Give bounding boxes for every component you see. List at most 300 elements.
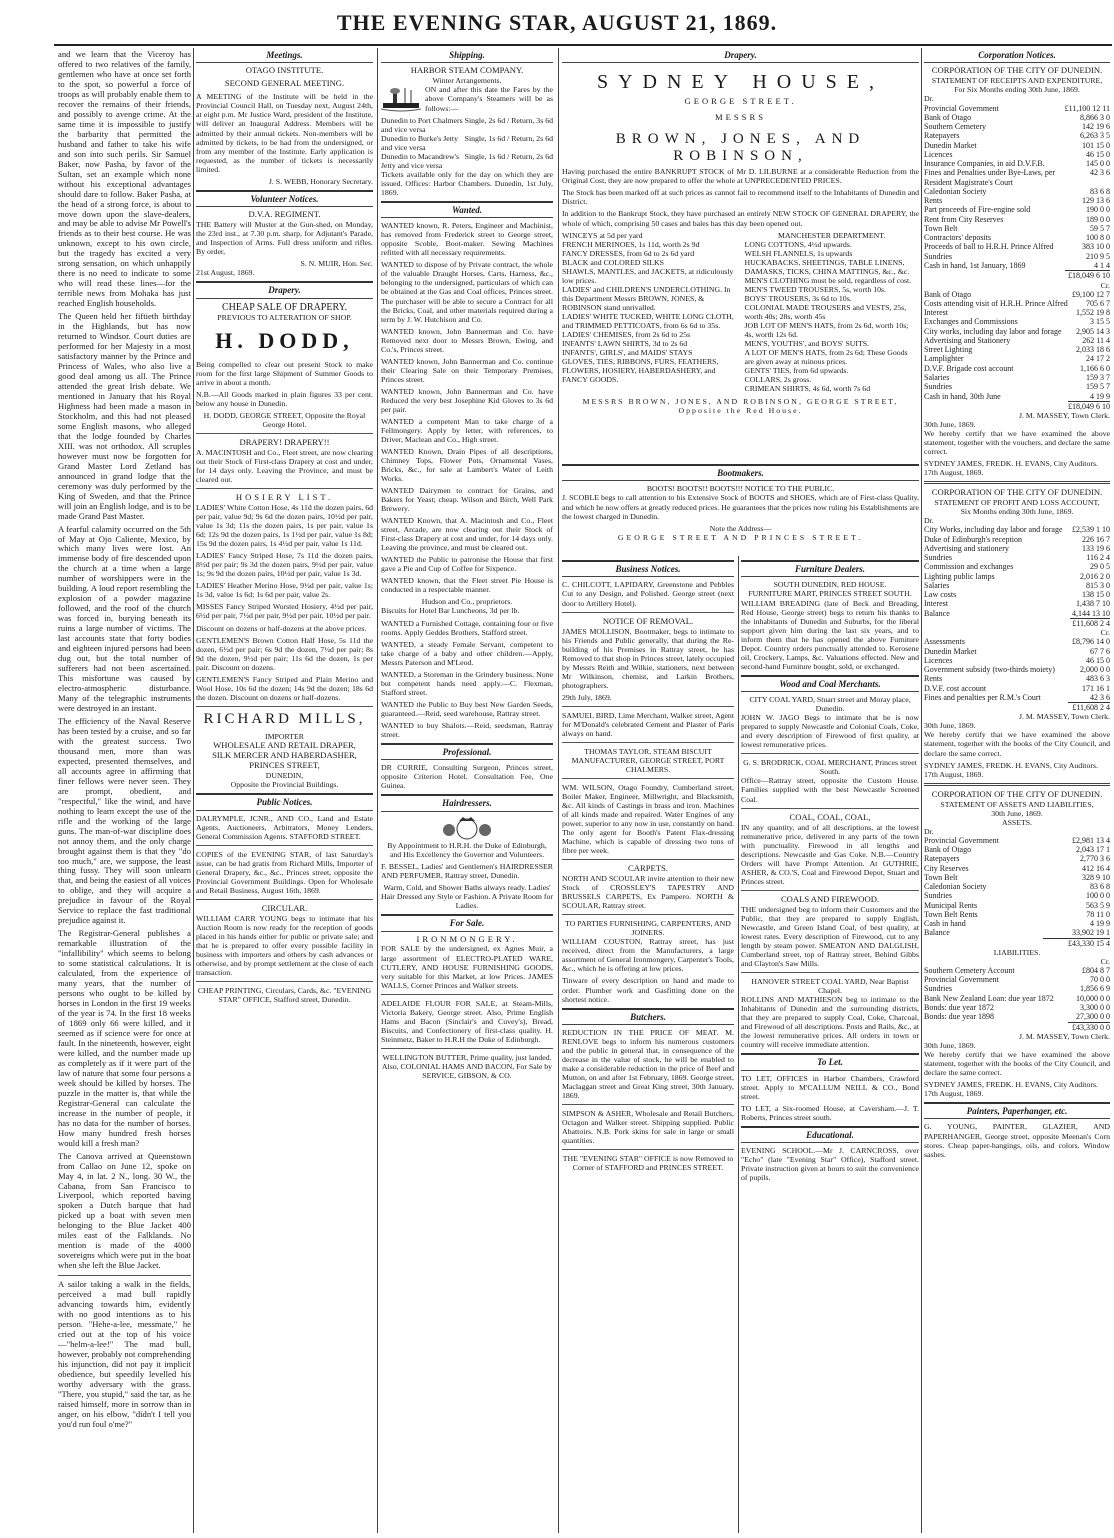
ad-date: 29th July, 1869. <box>562 692 612 702</box>
ledger-amount: 412 16 4 <box>1082 863 1110 873</box>
table-row <box>924 290 1110 299</box>
ledger-amount: 24 17 2 <box>1086 354 1110 364</box>
clerk-signature: J. M. MASSEY, Town Clerk. <box>1018 411 1110 421</box>
table-row <box>924 104 1110 113</box>
section-heading: Furniture Dealers. <box>741 560 919 577</box>
ad-body: Tinware of every description on hand and made to order. Plumber work and Gasfitting done on the shortest notice. <box>562 976 734 1004</box>
section-heading: Professional. <box>381 743 553 760</box>
table-row <box>924 382 1110 391</box>
ledger-label: Salaries <box>924 372 950 382</box>
drapery-block <box>562 50 919 460</box>
steamship-icon <box>381 85 421 113</box>
column-rule <box>558 48 559 1533</box>
ledger-amount: 210 9 5 <box>1086 251 1110 261</box>
notice-period: Six Months ending 30th June, 1869. <box>960 507 1074 517</box>
ledger-label: Balance <box>924 608 950 618</box>
fares-table <box>381 116 553 170</box>
price-item: SHAWLS, MANTLES, and JACKETS, at ridiculously low prices. <box>562 266 734 285</box>
total-row <box>924 401 1110 411</box>
ledger-amount: 70 0 0 <box>1090 975 1110 985</box>
ad-body: JAMES MOLLISON, Bootmaker, begs to intimate to his Friends and Public generally, that during the Re-building of his Premises in Rattray street, he has Removed to that shop in Princes street, lately occupied by Messrs Reith and Wilkie, stationers, next between Mr Wilkinson, chemist, and Larkin Brothers, photographers. <box>562 626 734 690</box>
ad-signature: MESSRS BROWN, JONES, AND ROBINSON, GEORGE STREET, Opposite the Red House. <box>582 397 899 416</box>
ledger-amount: 4 19 9 <box>1090 919 1110 929</box>
profit-loss-debit-table <box>924 525 1110 628</box>
divider <box>562 859 734 860</box>
ledger-label: Advertising and stationery <box>924 543 1009 553</box>
ledger-label: D.V.F. cost account <box>924 683 987 693</box>
section-heading: Painters, Paperhanger, etc. <box>924 1102 1110 1119</box>
ledger-amount: 2,033 18 6 <box>1076 345 1110 355</box>
notice-period: 30th June, 1869. <box>991 808 1043 818</box>
ad-body: THOMAS TAYLOR, STEAM BISCUIT MANUFACTURER, GEORGE STREET, PORT CHALMERS. <box>571 746 725 774</box>
audit-certificate: We hereby certify that we have examined the above statement, together with the vouchers, and declare the same correct. <box>924 429 1110 457</box>
section-heading: Shipping. <box>381 50 553 63</box>
ledger-label: Part proceeds of Fire-engine sold <box>924 205 1031 215</box>
ledger-label: Proceeds of ball to H.R.H. Prince Alfred <box>924 242 1054 252</box>
table-row <box>924 261 1110 271</box>
ledger-label: Exchanges and Commissions <box>924 317 1018 327</box>
ledger-label: Bank of Otago <box>924 289 972 299</box>
table-row <box>381 134 553 152</box>
divider <box>196 981 373 982</box>
ledger-amount: 27,300 0 0 <box>1076 1012 1110 1022</box>
ledger-label: Town Belt Rents <box>924 909 978 919</box>
section-heading: Bootmakers. <box>562 464 919 481</box>
table-row <box>924 196 1110 205</box>
ad-body: WILLIAM BREADING (late of Beck and Breading, Red House, George street) begs to return his thanks to the inhabitants of Dunedin and Suburbs, for the liberal support given him during the last six years, and to inform them that he has opened the above Furniture Depot. Country orders punctually attended to. Kerosene oil, Crockery, Lamps, &c. Valuations effected. New and second-hand Furniture bought, sold, or exchanged. <box>741 598 919 671</box>
ledger-label: Cash in hand, 1st January, 1869 <box>924 261 1026 271</box>
divider <box>741 753 919 754</box>
divider <box>381 1048 553 1049</box>
table-row <box>924 159 1110 168</box>
ledger-label: Assessments <box>924 637 965 647</box>
ad-title: COAL, COAL, COAL, <box>789 811 871 822</box>
notice-subtitle: STATEMENT OF RECEIPTS AND EXPENDITURE, <box>931 76 1103 86</box>
price-item: GENTLEMEN'S Brown Cotton Half Hose, 5s 11d the dozen, 6½d per pair; 6s 9d the dozen, 7½d per pair; 8s 9d the dozen, 9½d per pair; 11s 6d the dozen, 1s per pair. Discount on dozens. <box>196 635 373 672</box>
price-item: GENTS' TIES, from 6d upwards. <box>744 366 849 375</box>
ledger-label: Sundries <box>924 251 952 261</box>
ledger-side: Dr. <box>924 94 934 104</box>
fare-price: Single, 2s 6d / Return, 3s 6d <box>464 115 553 125</box>
table-row <box>924 113 1110 122</box>
statement-date: 30th June, 1869. <box>924 1040 976 1050</box>
ledger-amount: £8,796 14 0 <box>1072 637 1110 647</box>
ledger-label: Government subsidy (two-thirds moiety) <box>924 665 1055 675</box>
price-list-left <box>562 231 737 394</box>
ad-signature: J. S. WEBB, Honorary Secretary. <box>268 176 373 186</box>
ad-line: IMPORTER <box>265 732 304 742</box>
ledger-amount: 705 6 7 <box>1086 298 1110 308</box>
notice-title: CORPORATION OF THE CITY OF DUNEDIN. <box>931 487 1103 498</box>
ad-line: Opposite the Provincial Buildings. <box>230 780 339 790</box>
ad-title: TO PARTIES FURNISHING, CARPENTERS, AND JOINERS. <box>565 919 731 938</box>
ledger-amount: 133 19 6 <box>1082 543 1110 553</box>
fare-route: Dunedin to Port Chalmers and vice versa <box>381 115 463 134</box>
store-name: SYDNEY HOUSE, <box>596 71 885 94</box>
wanted-ad: WANTED a competent Man to take charge of a Fellmongery. Apply by letter, with references, to Driver, Maclean and Co., High street. <box>381 416 553 444</box>
ledger-amount: 383 10 0 <box>1082 242 1110 252</box>
ledger-label: Lamplighter <box>924 354 964 364</box>
section-heading: Wood and Coal Merchants. <box>741 675 919 692</box>
price-lists <box>562 231 919 394</box>
divider <box>741 808 919 809</box>
section-heading: Drapery. <box>562 50 919 63</box>
ledger-label: Sundries <box>924 553 952 563</box>
ledger-label: Fines and penalties per R.M.'s Court <box>924 692 1041 702</box>
newspaper-title: THE EVENING STAR, AUGUST 21, 1869. <box>336 10 778 35</box>
fare-route: Dunedin to Macandrew's Jetty and vice versa <box>381 151 460 170</box>
ad-title: OTAGO INSTITUTE. <box>245 65 324 76</box>
ad-line: SILK MERCER AND HABERDASHER, <box>212 750 357 761</box>
ledger-amount: 159 5 7 <box>1086 382 1110 392</box>
ledger-amount: 2,043 17 1 <box>1076 844 1110 854</box>
table-row <box>924 1012 1110 1022</box>
ad-subtitle: FURNITURE MART, PRINCES STREET SOUTH. <box>748 589 912 599</box>
section-heading: Butchers. <box>562 1008 734 1025</box>
ledger-label: Street Lighting <box>924 345 973 355</box>
ledger-label: Bonds: due year 1898 <box>924 1012 994 1022</box>
table-row <box>924 535 1110 544</box>
table-row <box>924 994 1110 1003</box>
ad-signature: Hudson and Co., proprietors. <box>421 597 513 607</box>
ad-body: REDUCTION IN THE PRICE OF MEAT. M. RENLOVE begs to inform his numerous customers and the public in general that, in consequence of the decrease in the value of stock, he will be enabled to make a considerable reduction in the price of Beef and Mutton, on and after 1st February, 1869. George street, Maclaggan street and Great King street, 30th January, 1869. <box>562 1028 734 1101</box>
wanted-ad: WANTED the Public to patronise the House that first gave a Pie and Cup of Coffee for Sixpence. <box>381 555 553 574</box>
ad-title: DRAPERY! DRAPERY!! <box>239 437 330 448</box>
ledger-amount: 159 3 7 <box>1086 372 1110 382</box>
ad-body: EVENING SCHOOL.—Mr J. CARNCROSS, over "Echo" (late "Evening Star" Office), Stafford street. Private instruction given at hours to suit the convenience of pupils. <box>741 1146 919 1183</box>
table-row <box>924 1003 1110 1012</box>
ledger-label: Caledonian Society <box>924 882 987 892</box>
ledger-label: Sundries <box>924 382 952 392</box>
royal-crest-icon <box>437 815 497 841</box>
wanted-ad: Biscuits for Hotel Bar Luncheons, 3d per lb. <box>381 606 520 616</box>
section-heading: Business Notices. <box>562 560 734 577</box>
ledger-amount: £804 8 7 <box>1082 965 1110 975</box>
table-row <box>924 336 1110 345</box>
ad-body: CHEAP PRINTING, Circulars, Cards, &c. "EVENING STAR" OFFICE, Stafford street, Dunedin. <box>197 986 372 1005</box>
ledger-amount: 2,770 3 6 <box>1080 854 1110 864</box>
ledger-label: Balance <box>924 928 950 938</box>
ledger-amount: 189 0 0 <box>1086 214 1110 224</box>
auditor-signature: SYDNEY JAMES, FREDK. H. EVANS, City Auditors. <box>924 459 1098 469</box>
wanted-ad: WANTED known, R. Peters, Engineer and Machinist, has removed from Frederick street to George street, opposite Scoble, Boot-maker. Sewing Machines refitted with all necessary requirements. <box>381 221 553 258</box>
section-heading: Corporation Notices. <box>924 50 1110 63</box>
price-item: MEN'S, YOUTHS', and BOYS' SUITS. <box>744 338 870 348</box>
ledger-amount: 10,000 0 0 <box>1076 993 1110 1003</box>
ledger-label: Town Belt <box>924 223 958 233</box>
price-item: BOYS' TROUSERS, 3s 6d to 10s. <box>744 293 852 303</box>
total-row <box>924 1022 1110 1032</box>
expenditure-table <box>924 290 1110 411</box>
price-item: WINCEYS at 5d per yard <box>562 230 643 240</box>
ledger-label: Advertising and Stationery <box>924 335 1011 345</box>
table-row <box>924 525 1110 534</box>
table-row <box>924 131 1110 140</box>
section-heading: For Sale. <box>381 914 553 931</box>
ad-title: IRONMONGERY. <box>416 933 518 944</box>
masthead <box>0 0 1114 46</box>
clerk-signature: J. M. MASSEY, Town Clerk. <box>1018 1031 1110 1041</box>
firm-name: BROWN, JONES, AND ROBINSON, <box>615 130 866 164</box>
table-row <box>924 252 1110 261</box>
ad-body: Office—Rattray street, opposite the Custom House. Families supplied with the best Newcastle Screened Coal. <box>741 776 919 804</box>
ad-body: DR CURRIE, Consulting Surgeon, Princes street, opposite Criterion Hotel. Consultation Fee, One Guinea. <box>381 763 553 791</box>
wanted-ad: WANTED to buy Shalots.—Reid, seedsman, Rattray street. <box>381 720 553 739</box>
corporation-column <box>924 50 1110 1530</box>
table-row <box>381 116 553 134</box>
table-row <box>924 141 1110 150</box>
table-row <box>924 392 1110 402</box>
ad-body: Tickets available only for the day on which they are issued. Offices: Harbor Chambers. Dunedin, 1st July, 1869. <box>381 169 553 197</box>
ad-body: JOHN W. JAGO Begs to intimate that he is now prepared to supply Newcastle and Colonial Coals, Coke, and every description of Firewood of first quality, at lowest remunerative prices. <box>741 713 919 750</box>
ad-name: RICHARD MILLS, <box>203 710 366 727</box>
ledger-label: Interest <box>924 308 948 318</box>
table-row <box>381 152 553 170</box>
ad-body: The Stock has been marked off at such prices as cannot fail to recommend itself to the Inhabitants of Dunedin and District. <box>562 188 919 207</box>
fare-price: Single, 1s 6d / Return, 2s 6d <box>464 133 553 143</box>
ad-body: WILLIAM CARR YOUNG begs to intimate that his Auction Room is now ready for the reception of goods placed in his hands either for public or private sale; and that he is prepared to offer every possible facility in business with importers and others by cash advances or otherwise, and by prompt settlement at the close of each transaction. <box>196 913 373 977</box>
table-row <box>924 656 1110 665</box>
divider <box>562 742 734 743</box>
audit-date: 17th August, 1869. <box>924 769 984 779</box>
section-heading: To Let. <box>741 1053 919 1070</box>
table-row <box>924 168 1110 187</box>
ledger-label: Bank New Zealand Loan: due year 1872 <box>924 993 1054 1003</box>
price-item: BLACK and COLORED SILKS <box>562 257 665 267</box>
audit-date: 17th August, 1869. <box>924 1089 984 1098</box>
divider <box>196 433 373 434</box>
table-row <box>924 873 1110 882</box>
table-row <box>924 919 1110 928</box>
ledger-amount: 83 6 8 <box>1090 882 1110 892</box>
ledger-amount: 42 3 6 <box>1090 692 1110 702</box>
table-row <box>924 224 1110 233</box>
store-street: GEORGE STREET. <box>684 95 797 106</box>
table-row <box>924 345 1110 354</box>
table-row <box>924 215 1110 224</box>
ad-title: HANOVER STREET COAL YARD, Near Baptist Chapel. <box>751 976 909 995</box>
auditor-signature: SYDNEY JAMES, FREDK. H. EVANS, City Auditors. <box>924 760 1098 770</box>
audit-certificate: We hereby certify that we have examined the above statement, together with the books of the City Council, and declare the same correct. <box>924 1049 1110 1077</box>
table-row <box>924 854 1110 863</box>
table-row <box>924 684 1110 693</box>
table-row <box>924 599 1110 608</box>
statement-date: 30th June, 1869. <box>924 420 976 430</box>
ledger-amount: £2,539 1 10 <box>1072 525 1110 535</box>
profit-loss-credit-table <box>924 637 1110 712</box>
ad-body: WELLINGTON BUTTER, Prime quality, just landed. Also, COLONIAL HAMS AND BACON, For Sale by SERVICE, GIBSON, & CO. <box>381 1052 553 1080</box>
table-row <box>924 637 1110 646</box>
ledger-label: Licences <box>924 655 953 665</box>
ad-line: DUNEDIN, <box>265 771 304 781</box>
ledger-label: Cash in hand, 30th June <box>924 391 1001 401</box>
ad-body: F. BESSEL, Ladies' and Gentlemen's HAIRDRESSER AND PERFUMER, Rattray street, Dunedin. <box>381 861 553 880</box>
divider <box>562 778 734 779</box>
ledger-amount: 815 3 0 <box>1086 580 1110 590</box>
wanted-ad: WANTED, a steady Female Servant, competent to take charge of a baby and other children.—Apply, Messrs Paterson and M'Leod. <box>381 639 553 667</box>
divider <box>562 706 734 707</box>
column-rule <box>377 48 378 1533</box>
price-item: Discount on dozens or half-dozens at the above prices. <box>196 623 367 633</box>
boots-block <box>562 460 919 550</box>
ad-body: Being compelled to clear out present Stock to make room for the first large Shipment of Summer Goods to arrive in about a month. <box>196 359 373 387</box>
notice-title: CORPORATION OF THE CITY OF DUNEDIN. <box>931 788 1103 799</box>
ad-title: CHEAP SALE OF DRAPERY. <box>221 301 348 313</box>
ledger-label: Dunedin Market <box>924 646 977 656</box>
wanted-ad: WANTED known, John Bannerman and Co. have Reduced the very best Josephine Kid Gloves to 3s 6d per pair. <box>381 386 553 414</box>
ledger-total: £43,330 15 4 <box>1043 938 1110 948</box>
ledger-amount: 1,438 7 10 <box>1076 599 1110 609</box>
ad-date: 21st August, 1869. <box>196 268 255 278</box>
table-row <box>924 665 1110 674</box>
table-row <box>924 187 1110 196</box>
table-row <box>924 562 1110 571</box>
ledger-label: Provincial Government <box>924 975 999 985</box>
ledger-label: City Reserves <box>924 863 969 873</box>
auditor-signature: SYDNEY JAMES, FREDK. H. EVANS, City Auditors. <box>924 1079 1098 1089</box>
price-item: COLONIAL MADE TROUSERS and VESTS, 25s, worth 40s; 28s, worth 45s <box>744 302 907 321</box>
ads-column <box>381 50 553 1530</box>
divider <box>562 612 734 613</box>
article-paragraph: The Canova arrived at Queenstown from Callao on June 12, spoke on May 4, in lat. 2 N., long. 30 W., the Cabana, from San Francisco to Liverpool, which reported having spoken a Dutch barque that had picked up a boat with seven men belonging to the Blue Jacket 400 miles east of the Falklands. No mention is made of the 4000 sovereigns which were put in the boat when she left the Blue Jacket. <box>58 1150 191 1271</box>
ad-title: CITY COAL YARD, Stuart street and Moray place, Dunedin. <box>749 695 911 714</box>
ledger-amount: 2,016 2 0 <box>1080 571 1110 581</box>
table-row <box>924 674 1110 683</box>
ledger-amount: 46 15 0 <box>1086 149 1110 159</box>
notice-period: For Six Months ending 30th June, 1869. <box>954 85 1080 95</box>
ledger-amount: 101 15 0 <box>1082 140 1110 150</box>
notice-subtitle: STATEMENT OF PROFIT AND LOSS ACCOUNT, <box>934 498 1100 508</box>
ad-line: MESSRS <box>715 111 766 122</box>
section-heading: Wanted. <box>381 201 553 218</box>
price-item: LADIES' Fancy Striped Hose, 7s 11d the dozen pairs, 8½d per pair; 9s 3d the dozen pairs, 9½d per pair, value 1s; 9s 9d the dozen pairs, 10½d per pair, value 1s 3d. <box>196 551 373 579</box>
ad-body: ROLLINS AND MATHIESON beg to intimate to the Inhabitants of Dunedin and the surrounding districts, that they are prepared to supply Coal, Coke, Charcoal, and Firewood of all descriptions. Posts and Rails, &c., at the lowest remunerative prices. All orders in town or country will receive immediate attention. <box>741 994 919 1050</box>
ad-body: A. MACINTOSH and Co., Fleet street, are now clearing out their Stock of First-class Drapery at cost and under, for 14 days only. Leaving the Province, and must be cleared out. <box>196 448 373 485</box>
ledger-total: £18,049 6 10 <box>1068 401 1110 411</box>
ledger-label: Ratepayers <box>924 131 960 141</box>
ledger-total: £43,330 0 0 <box>1068 1022 1110 1032</box>
section-heading: Educational. <box>741 1126 919 1143</box>
price-item: INFANTS', GIRLS', and MAIDS' STAYS <box>562 347 693 357</box>
ledger-label: D.V.F. Brigade cost account <box>924 363 1014 373</box>
wanted-ad: WANTED known, John Bannerman and Co. continue their Clearing Sale on their Temporary Premises, Princes street. <box>381 356 553 384</box>
ad-body: COPIES of the EVENING STAR, of last Saturday's issue, can be had gratis from Richard Mills, Importer of General Drapery, &c., &c., Princes street, opposite the Provincial Government Buildings. Open for Wholesale and Retail Business, August 16th, 1869. <box>196 849 373 895</box>
ad-body: SAMUEL BIRD, Lime Merchant, Walker street, Agent for M'Donald's celebrated Cement and Plaster of Paris always on hand. <box>562 710 734 738</box>
ledger-amount: 3 15 5 <box>1090 317 1110 327</box>
article-paragraph: The efficiency of the Naval Reserve has been tested by a cruise, and so far with the greatest success. Two thousand men, more than was expected, presented themselves, and all accounts agree in affirming that finer fellows were never seen. They are prompt, obedient, and "respectful," like the wind, and have nothing to learn except the use of the rifle and the working of the large guns. The man-of-war discipline does not annoy them, and the only charge brought against them is that they "do too much," are, we suppose, the least thing fussy. They will soon unlearn that, and being the easiest of all voices to oblige, and they will acquire a prejudice in favour of the Royal Service to replace the fast traditional prejudice against it. <box>58 715 191 926</box>
ledger-label: Sundries <box>924 891 952 901</box>
table-row <box>924 544 1110 553</box>
ad-subtitle: PREVIOUS TO ALTERATION OF SHOP. <box>217 313 352 323</box>
ad-body: DALRYMPLE, JCNR., AND CO., Land and Estate Agents, Auctioneers, Arbitrators, Money Lenders, General Commission Agents. STAFFORD STREET. <box>196 813 373 841</box>
ledger-label: Cash in hand <box>924 919 966 929</box>
ledger-amount: 100 0 0 <box>1086 891 1110 901</box>
wanted-ad: WANTED, a Storeman in the Grindery business. None but competent hands need apply.—C. Flexman, Stafford street. <box>381 669 553 697</box>
ad-body: IN any quantity, and of all descriptions, at the lowest remunerative price, delivered in any parts of the town with punctuality. Firewood in all lengths and descriptions. Newcastle and Gas Coke. N.B.—Country Orders will have Prompt Attention. At GUTHRIE, ASHER, & CO.'S, Coal and Firewood Depot, Stuart and Princes street. <box>741 822 919 886</box>
article-paragraph: and we learn that the Viceroy has offered to two relatives of the family, gentlemen who have at once set forth to the spot, so powerful a force of troops as will probably enable them to recover the remains of their friends, and possibly to avenge crime. At the same time it is impossible to justify the barbarity that permitted the husband and father to take his wife and son into such perils. Sir Samuel Baker, now Pasha, by favor of the Sultan, set an example which none without his exceptional advantages should dare to follow. Baker Pasha, at the head of a strong force, is about to move down upon the slave-dealers, and may be able to advise Mr Powell's friends as to their best course. He was unknown, except to his own circle, but the tragedy has excited a very strong sensation, on which unhappily there is no need to indicate to some who will read these lines—for the terrible news from Mohaka has just reached English households. <box>58 50 191 309</box>
ledger-amount: 190 0 0 <box>1086 205 1110 215</box>
table-title: ASSETS. <box>1001 817 1033 827</box>
column-rule <box>193 48 194 1533</box>
ledger-label: Fines and Penalties under Bye-Laws, per Resident Magistrate's Court <box>924 168 1056 187</box>
ad-body: A MEETING of the Institute will be held in the Provincial Council Hall, on Tuesday next, August 24th, at eight p.m. Mr Justice Ward, president of the Institute, will deliver an Inaugural Address. Members will be admitted by their annual tickets. Non-members will be admitted by tickets, to be had from the undersigned, or from any member of the Institute. Early application is requested, as the number of tickets is necessarily limited. <box>196 92 373 174</box>
divider <box>196 899 373 900</box>
notice-subtitle: STATEMENT OF ASSETS AND LIABILITIES, <box>940 799 1094 809</box>
ledger-amount: 262 11 4 <box>1082 335 1110 345</box>
price-item: GENTLEMEN'S Fancy Striped and Plain Merino and Wool Hose, 10s 6d the dozen; 14s 9d the dozen; 18s 6d the dozen. Discount on dozens or half-dozens. <box>196 674 373 702</box>
ad-body: In addition to the Bankrupt Stock, they have purchased an entirely NEW STOCK OF GENERAL DRAPERY, the whole of which, comprising 50 cases and bales has this day been opened out. <box>562 209 919 228</box>
ledger-side: Cr. <box>1100 628 1110 638</box>
price-item: MEN'S TWEED TROUSERS, 5s, worth 10s. <box>744 284 886 294</box>
ad-name: H. DODD, <box>215 328 354 354</box>
table-row <box>924 122 1110 131</box>
receipts-table <box>924 104 1110 281</box>
divider <box>924 481 1110 484</box>
ledger-label: Sundries <box>924 984 952 994</box>
ledger-amount: 46 15 0 <box>1086 655 1110 665</box>
ledger-amount: 483 6 3 <box>1086 674 1110 684</box>
ledger-label: Rent from City Reserves <box>924 214 1004 224</box>
news-column <box>58 50 191 1530</box>
table-row <box>924 364 1110 373</box>
ledger-label: Rents <box>924 196 943 206</box>
ad-body: N.B.—All Goods marked in plain figures 33 per cent. below any house in Dunedin. <box>196 389 373 408</box>
divider <box>196 488 373 489</box>
table-row <box>924 882 1110 891</box>
table-row <box>924 317 1110 326</box>
price-item: LADIES' and CHILDREN'S UNDERCLOTHING. In this Department Messrs BROWN, JONES, & ROBINSON stand unrivalled. <box>562 284 731 312</box>
table-row <box>924 845 1110 854</box>
ad-line: WHOLESALE AND RETAIL DRAPER, <box>213 740 356 751</box>
ledger-label: City Works, including day labor and forage <box>924 525 1063 535</box>
ledger-amount: 83 6 8 <box>1090 186 1110 196</box>
total-row <box>924 703 1110 713</box>
ledger-amount: 116 2 4 <box>1086 553 1110 563</box>
price-item: FRENCH MERINOES, 1s 11d, worth 2s 9d <box>562 239 700 249</box>
divider <box>562 914 734 915</box>
table-row <box>924 693 1110 703</box>
article-paragraph: A fearful calamity occurred on the 5th of May at Ojo Caliente, Mexico, by which many lives were lost. An immense body of fire descended upon the church at a time when a large number of worshippers were in the building. A loud report resembling the explosion of a powder magazine followed, and the roof of the church was forced in, burying beneath its ruins a large number of victims. The last accounts state that forty bodies and eighteen injured persons had been dug out, but the total number of sufferers had not been ascertained. This misfortune was caused by electro-atmospheric disturbance. Many of the telegraphic instruments were destroyed in an instant. <box>58 523 191 713</box>
ledger-amount: £11,100 12 11 <box>1064 103 1110 113</box>
ledger-amount: 29 0 5 <box>1090 562 1110 572</box>
total-row <box>924 618 1110 628</box>
assets-table <box>924 836 1110 948</box>
ledger-total: £11,608 2 4 <box>1070 618 1110 628</box>
ads-column <box>196 50 373 1530</box>
table-row <box>924 928 1110 938</box>
price-item: MEN'S CLOTHING must be sold, regardless of cost. <box>744 275 912 285</box>
ad-line: PRINCES STREET, <box>249 760 320 771</box>
ledger-label: Southern Cemetery <box>924 122 986 132</box>
price-item: LADIES' White Cotton Hose, 4s 11d the dozen pairs, 6d per pair, value 9d; 9s 6d the dozen pairs, 10½d per pair, value 1s 3d; 11s the dozen pairs, 1s per pair, value 1s 6d; 12s 9d the dozen pairs, 1s 1½d per pair, value 1s 8d; 15s 9d the dozen pairs, 1s 4½d per pair, value 1s 11d. <box>196 503 373 549</box>
ledger-label: Caledonian Society <box>924 186 987 196</box>
fare-price: Single, 1s 6d / Return, 2s 6d <box>464 151 553 161</box>
price-list-right <box>745 231 920 394</box>
divider <box>741 972 919 973</box>
ledger-amount: 226 16 7 <box>1082 534 1110 544</box>
ledger-amount: 138 15 0 <box>1082 590 1110 600</box>
total-row <box>924 938 1110 948</box>
wanted-ad: WANTED Known, that A. Macintosh and Co., Fleet street, Arcade, are now clearing out their Stock of First-class Drapery at cost and under, for 14 days only. Leaving the province, and must be cleared out. <box>381 516 553 553</box>
ledger-amount: £9,100 12 7 <box>1072 289 1110 299</box>
statement-date: 30th June, 1869. <box>924 721 976 731</box>
ledger-amount: 33,902 19 1 <box>1072 928 1110 938</box>
ledger-side: Dr. <box>924 826 934 836</box>
ledger-amount: 2,905 14 3 <box>1076 326 1110 336</box>
ads-column <box>562 556 734 1530</box>
ledger-label: Insurance Companies, in aid D.V.F.B. <box>924 159 1045 169</box>
price-item: JOB LOT OF MEN'S HATS, from 2s 6d, worth 10s; 4s, worth 12s 6d. <box>744 320 909 339</box>
